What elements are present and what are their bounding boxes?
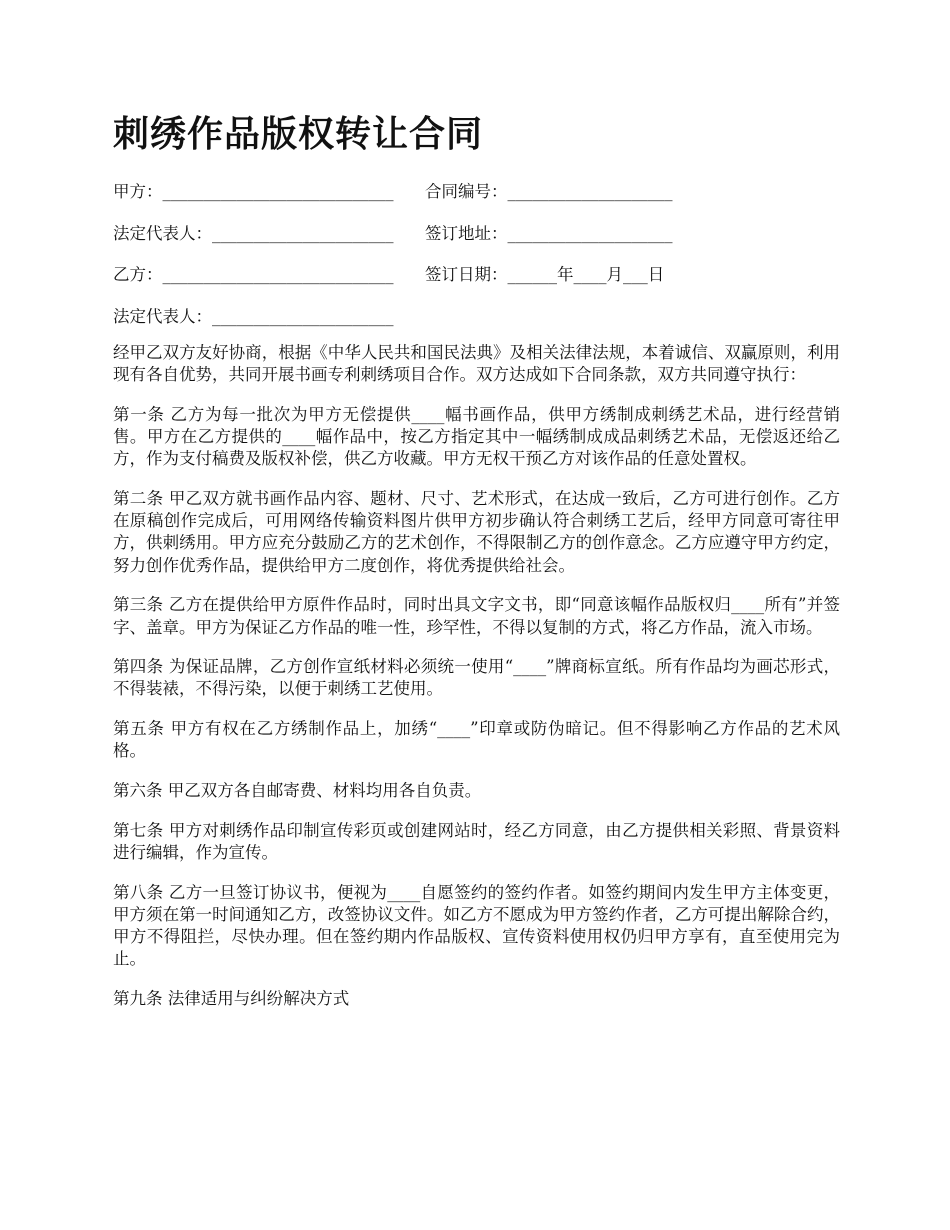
party-a-field: 甲方：____________________________: [113, 182, 394, 201]
signing-date-field: 签订日期：______年____月___日: [425, 265, 665, 284]
field-row-party-b: [113, 263, 665, 287]
party-b-field: 乙方：____________________________: [113, 265, 394, 284]
clause-2: 第二条 甲乙双方就书画作品内容、题材、尺寸、艺术形式，在达成一致后，乙方可进行创作。乙方在原稿创作完成后，可用网络传输资料图片供甲方初步确认符合刺绣工艺后，经甲方同意可寄往甲方，供刺绣用。甲方应充分鼓励乙方的艺术创作，不得限制乙方的创作意念。乙方应遵守甲方约定，努力创作优秀作品，提供给甲方二度创作，将优秀提供给社会。: [113, 489, 840, 575]
field-row-party-b-rep: [113, 305, 394, 329]
field-row-party-a-rep: [113, 222, 673, 246]
party-a-representative-field: 法定代表人：______________________: [113, 224, 394, 243]
party-b-representative-field: 法定代表人：______________________: [113, 307, 394, 326]
document-title: 刺绣作品版权转让合同: [113, 114, 484, 155]
clause-1: 第一条 乙方为每一批次为甲方无偿提供____幅书画作品，供甲方绣制成刺绣艺术品，进行经营销售。甲方在乙方提供的____幅作品中，按乙方指定其中一幅绣制成成品刺绣艺术品，无偿返还给乙方，作为支付稿费及版权补偿，供乙方收藏。甲方无权干预乙方对该作品的任意处置权。: [113, 404, 840, 469]
contract-number-field: 合同编号：____________________: [425, 182, 673, 201]
clause-9-heading: 第九条 法律适用与纠纷解决方式: [113, 988, 350, 1008]
field-row-party-a: [113, 180, 673, 204]
clause-7: 第七条 甲方对刺绣作品印制宣传彩页或创建网站时，经乙方同意，由乙方提供相关彩照、背景资料进行编辑，作为宣传。: [113, 820, 840, 862]
contract-body: [113, 342, 840, 1028]
clause-4: 第四条 为保证品牌，乙方创作宣纸材料必须统一使用“____”牌商标宣纸。所有作品均为画芯形式，不得装裱，不得污染，以便于刺绣工艺使用。: [113, 657, 840, 699]
signing-address-field: 签订地址：____________________: [425, 224, 673, 243]
clause-8: 第八条 乙方一旦签订协议书，便视为____自愿签约的签约作者。如签约期间内发生甲方主体变更，甲方须在第一时间通知乙方，改签协议文件。如乙方不愿成为甲方签约作者，乙方可提出解除合约，甲方不得阻拦，尽快办理。但在签约期内作品版权、宣传资料使用权仍归甲方享有，直至使用完为止。: [113, 882, 840, 969]
clause-6: 第六条 甲乙双方各自邮寄费、材料均用各自负责。: [113, 781, 482, 801]
clause-5: 第五条 甲方有权在乙方绣制作品上，加绣“____”印章或防伪暗记。但不得影响乙方作品的艺术风格。: [113, 719, 840, 761]
clause-3: 第三条 乙方在提供给甲方原件作品时，同时出具文字文书，即“同意该幅作品版权归____所有”并签字、盖章。甲方为保证乙方作品的唯一性，珍罕性，不得以复制的方式，将乙方作品，流入市场。: [113, 595, 840, 637]
preamble-paragraph: 经甲乙双方友好协商，根据《中华人民共和国民法典》及相关法律法规，本着诚信、双赢原则，利用现有各自优势，共同开展书画专利刺绣项目合作。双方达成如下合同条款，双方共同遵守执行：: [113, 343, 840, 385]
